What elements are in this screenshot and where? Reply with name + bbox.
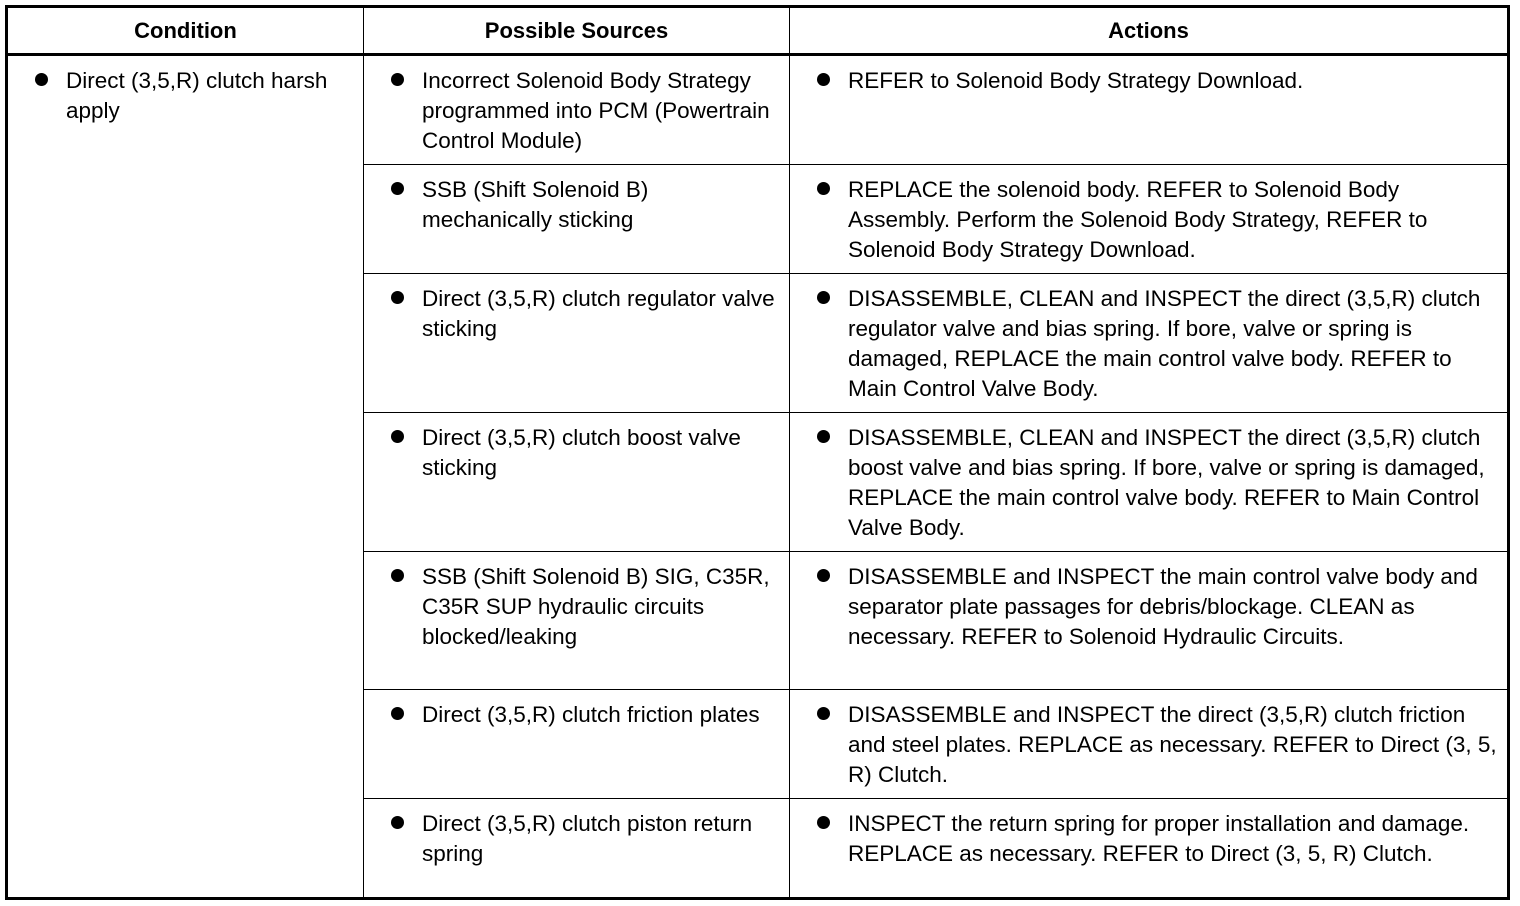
source-text: Direct (3,5,R) clutch friction plates [422,702,760,727]
source-text: SSB (Shift Solenoid B) SIG, C35R, C35R SUP hydraulic circuits blocked/leaking [422,564,770,649]
action-cell [790,413,1509,552]
source-cell [364,165,790,274]
bullet-icon [35,73,48,86]
table-header [7,7,1509,55]
action-cell [790,55,1509,165]
bullet-icon [391,707,404,720]
diagnostic-table [5,5,1510,900]
bullet-icon [391,182,404,195]
action-cell [790,552,1509,690]
header-condition: Condition [7,7,364,55]
bullet-icon [391,816,404,829]
bullet-icon [817,291,830,304]
source-text: Direct (3,5,R) clutch boost valve sticking [422,425,741,480]
header-row [7,7,1509,55]
source-cell [364,552,790,690]
action-text: DISASSEMBLE, CLEAN and INSPECT the direct (3,5,R) clutch regulator valve and bias spring. If bore, valve or spring is damaged, REPLACE the main control valve body. REFER to Main Control Valve Body. [848,286,1481,401]
source-text: Direct (3,5,R) clutch regulator valve sticking [422,286,775,341]
bullet-icon [391,73,404,86]
source-text: Direct (3,5,R) clutch piston return spring [422,811,753,866]
condition-cell [7,55,364,899]
action-text: DISASSEMBLE and INSPECT the main control valve body and separator plate passages for debris/blockage. CLEAN as necessary. REFER to Solenoid Hydraulic Circuits. [848,564,1478,649]
condition-text: Direct (3,5,R) clutch harsh apply [66,68,328,123]
action-text: REPLACE the solenoid body. REFER to Solenoid Body Assembly. Perform the Solenoid Body Strategy, REFER to Solenoid Body Strategy Download. [848,177,1428,262]
bullet-icon [817,569,830,582]
header-possible-sources: Possible Sources [364,7,790,55]
bullet-icon [817,182,830,195]
bullet-icon [817,707,830,720]
table-body [7,55,1509,899]
action-text: DISASSEMBLE, CLEAN and INSPECT the direct (3,5,R) clutch boost valve and bias spring. If bore, valve or spring is damaged, REPLACE the main control valve body. REFER to Main Control Valve Body. [848,425,1485,540]
action-text: DISASSEMBLE and INSPECT the direct (3,5,R) clutch friction and steel plates. REPLACE as necessary. REFER to Direct (3, 5, R) Clutch. [848,702,1497,787]
bullet-icon [391,291,404,304]
bullet-icon [391,569,404,582]
action-text: INSPECT the return spring for proper installation and damage. REPLACE as necessary. REFER to Direct (3, 5, R) Clutch. [848,811,1470,866]
action-cell [790,690,1509,799]
source-cell [364,274,790,413]
action-cell [790,799,1509,899]
source-cell [364,799,790,899]
source-text: Incorrect Solenoid Body Strategy programmed into PCM (Powertrain Control Module) [422,68,770,153]
bullet-icon [817,430,830,443]
header-actions: Actions [790,7,1509,55]
bullet-icon [817,816,830,829]
source-text: SSB (Shift Solenoid B) mechanically sticking [422,177,649,232]
source-cell [364,55,790,165]
table-row [7,55,1509,165]
bullet-icon [817,73,830,86]
bullet-icon [391,430,404,443]
action-cell [790,165,1509,274]
source-cell [364,690,790,799]
action-cell [790,274,1509,413]
action-text: REFER to Solenoid Body Strategy Download. [848,68,1304,93]
source-cell [364,413,790,552]
